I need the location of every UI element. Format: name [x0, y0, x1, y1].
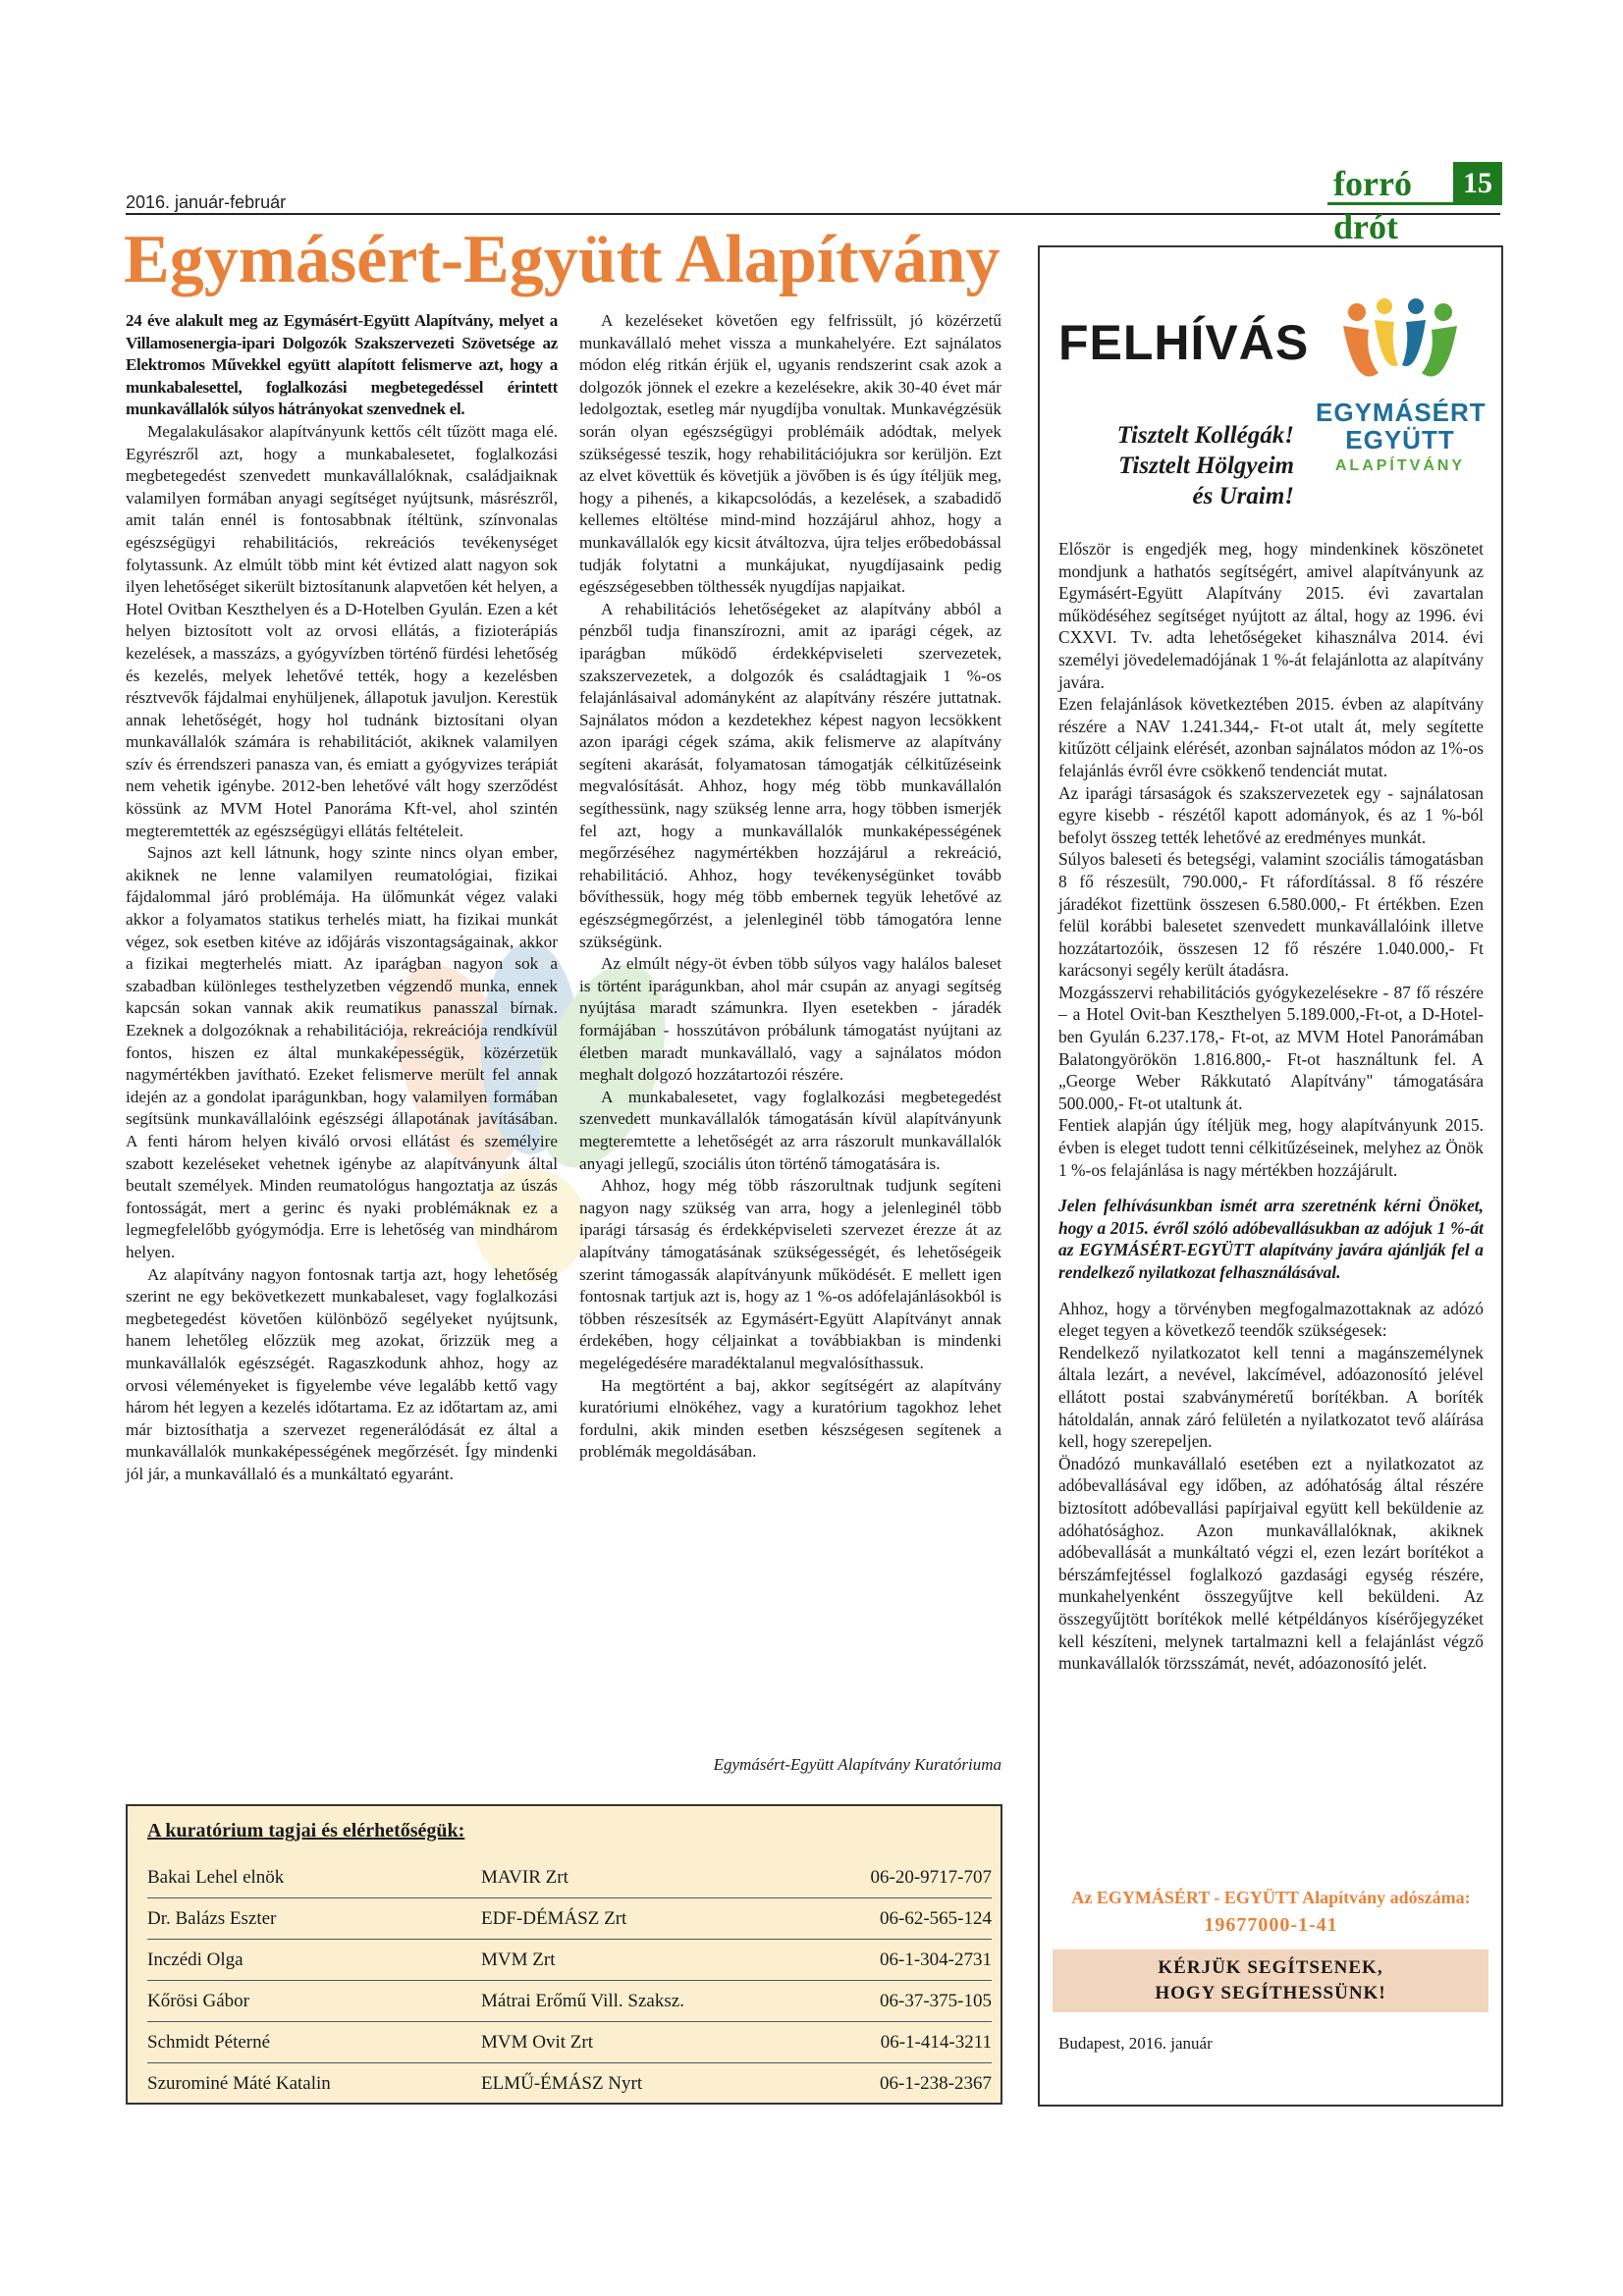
masthead	[1327, 162, 1502, 246]
logo-line2: EGYÜTT	[1345, 425, 1455, 454]
header-rule	[126, 213, 1500, 215]
appeal-paragraph: Fentiek alapján úgy ítéljük meg, hogy alapítványunk 2015. évben is eleget tudott tenni célkitűzéseinek, melyhez az Önök 1 %-os felajánlása is nagy mértékben hozzájárult.	[1058, 1115, 1484, 1180]
appeal-paragraph: Az iparági társaságok és szakszervezetek egy - sajnálatosan egyre kisebb - részétől kapott adományok, és az 1 %-ból befolyt összeg tették lehetővé az eredményes munkát.	[1058, 782, 1484, 847]
table-row	[147, 1898, 992, 1940]
tax-number: 19677000-1-41	[1204, 1914, 1338, 1936]
table-row	[147, 2022, 992, 2063]
appeal-emphasis: Jelen felhívásunkban ismét arra szeretnénk kérni Önöket, hogy a 2015. évről szóló adóbevallásukban az adójuk 1 %-át az EGYMÁSÉRT-EGYÜTT alapítvány javára ajánlják fel a rendelkező nyilatkozat felhasználásával.	[1058, 1196, 1484, 1282]
member-name: Dr. Balázs Eszter	[147, 1898, 481, 1940]
member-phone: 06-1-238-2367	[830, 2063, 992, 2105]
article-paragraph: Ahhoz, hogy még több rászorultnak tudjunk segíteni nagyon nagy szükség van arra, hogy a jelenleginél több iparági társaság és érdekképviseleti szervezet érezze át az alapítvány támogatásának szükségességét, és lehetőségeik szerint támogassák alapítványunk működését. E mellett igen fontosnak tartjuk azt is, hogy az 1 %-os adófelajánlásokból is többen részesítsék az Egymásért-Együtt Alapítványt annak érdekében, hogy céljainkat a továbbiakban is mindenki megelégedésére maradéktalanul megvalósíthassuk.	[579, 1176, 1001, 1372]
member-org: MAVIR Zrt	[481, 1866, 568, 1888]
foundation-logo	[1316, 296, 1485, 505]
article-paragraph: Az alapítvány nagyon fontosnak tartja azt, hogy lehetőség szerint ne egy bekövetkezett munkabaleset, vagy foglalkozási megbetegedést követően különböző segélyeket nyújtsunk, hanem lehetőleg előzzük meg azokat, őrizzük meg a munkavállalók egészségét. Ragaszkodunk ahhoz, hogy az orvosi véleményeket is figyelembe véve legalább kettő vagy három hét legyen a kezelés időtartama. Ez az időtartam az, ami már biztosíthatja a szervezet regenerálódását ez által a munkavállalók munkaképességének megőrzését. Így mindenki jól jár, a munkavállaló és a munkáltató egyaránt.	[126, 1264, 558, 1483]
table-row	[147, 1981, 992, 2022]
article-paragraph: Ha megtörtént a baj, akkor segítségért az alapítvány kuratóriumi elnökéhez, vagy a kuratórium tagokhoz lehet fordulni, akik minden esetben készségesen segítenek a problémák megoldásában.	[579, 1375, 1001, 1462]
masthead-name: forró drót	[1327, 162, 1453, 205]
article-column-2	[579, 310, 1001, 1464]
tax-number-label: Az EGYMÁSÉRT - EGYÜTT Alapítvány adószáma:	[1071, 1888, 1471, 1907]
appeal-paragraph: Önadózó munkavállaló esetében ezt a nyilatkozatot az adóbevallásával egy időben, az adóhatóság által részére biztosított adóbevallási papírjaival együtt kell beküldenie az adóhatósághoz. Azon munkavállalóknak, akiknek adóbevallását a munkáltató végzi el, ezen lezárt borítékot a bérszámfejtéssel foglalkozó gazdasági egység részére, munkahelyenként összegyűjtve kell beküldeni. Az összegyűjtött borítékok mellé kétpéldányos kísérőjegyzéket kell készíteni, melynek tartalmazni kell a felajánlást végző munkavállalók törzsszámát, nevét, adóazonosító jelét.	[1058, 1453, 1484, 1674]
article-paragraph: A munkabalesetet, vagy foglalkozási megbetegedést szenvedett munkavállalók támogatásán kívül alapítványunk megteremtette a lehetőségét az arra rászorult munkavállalók anyagi jellegű, szociális úton történő támogatására is.	[579, 1087, 1001, 1173]
appeal-paragraph: Rendelkező nyilatkozatot kell tenni a magánszemélynek általa lezárt, a nevével, lakcímével, adóazonosító jelével ellátott postai szabványméretű borítékban. A boríték hátoldalán, annak záró felületén a nyilatkozatot tevő aláírása kell, hogy szerepeljen.	[1058, 1342, 1484, 1452]
article-paragraph: Az elmúlt négy-öt évben több súlyos vagy halálos baleset is történt iparágunkban, ahol már csupán az anyagi segítség nyújtása maradt számunkra. Ilyen esetekben - járadék formájában - hosszútávon próbálunk támogatást nyújtani az életben maradt munkavállaló, vagy a sajnálatos módon meghalt dolgozó hozzátartozói részére.	[579, 954, 1001, 1085]
appeal-greeting	[1058, 420, 1294, 511]
member-name: Kőrösi Gábor	[147, 1981, 481, 2022]
member-org: EDF-DÉMÁSZ Zrt	[481, 1898, 830, 1940]
member-phone: 06-62-565-124	[830, 1898, 992, 1940]
plea-line: HOGY SEGÍTHESSÜNK!	[1155, 1983, 1386, 2003]
appeal-text	[1058, 538, 1484, 1675]
member-name: Bakai Lehel elnök	[147, 1866, 285, 1888]
people-icon	[1335, 296, 1465, 395]
logo-line1: EGYMÁSÉRT	[1316, 398, 1487, 427]
greeting-line: és Uraim!	[1192, 483, 1294, 509]
member-org: MVM Ovit Zrt	[481, 2022, 830, 2063]
issue-date: 2016. január-február	[126, 192, 287, 212]
member-phone: 06-1-304-2731	[830, 1940, 992, 1981]
member-name: Inczédi Olga	[147, 1940, 481, 1981]
appeal-paragraph: Ahhoz, hogy a törvényben megfogalmazottaknak az adózó eleget tegyen a következő teendők szükségesek:	[1058, 1298, 1484, 1341]
member-org: Mátrai Erőmű Vill. Szaksz.	[481, 1981, 830, 2022]
greeting-line: Tisztelt Kollégák!	[1116, 422, 1294, 449]
table-row	[147, 1940, 992, 1981]
plea-banner	[1053, 1949, 1488, 2012]
member-name: Schmidt Péterné	[147, 2022, 481, 2063]
member-phone: 06-1-414-3211	[830, 2022, 992, 2063]
article-signature: Egymásért-Együtt Alapítvány Kuratóriuma	[713, 1755, 1001, 1774]
appeal-paragraph: Mozgásszervi rehabilitációs gyógykezelésekre - 87 fő részére – a Hotel Ovit-ban Keszthelyen 5.189.000,-Ft-ot, a D-Hotel-ben Gyulán 6.237.178,- Ft-ot, az MVM Hotel Panorámában Balatongyörökön 1.816.800,- Ft-ot használtunk fel. A „George Weber Rákkutató Alapítvány" támogatására 500.000,- Ft-ot utaltunk át.	[1058, 982, 1484, 1113]
article-title: Egymásért-Együtt Alapítvány	[124, 222, 1001, 297]
page-number: 15	[1453, 162, 1502, 205]
logo-line3: ALAPÍTVÁNY	[1334, 457, 1466, 474]
article-paragraph: A kezeléseket követően egy felfrissült, jó közérzetű munkavállaló mehet vissza a munkahelyére. Ezt sajnálatos módon elég ritkán érjük el, ugyanis rendszerint csak azok a dolgozók jönnek el ezekre a kezelésekre, akik 30-40 évet már ledolgoztak, esetleg már nyugdíjba vonultak. Munkavégzésük során olyan egészségügyi problémáik adódtak, melyek szükségessé teszik, hogy rehabilitációjukra sor kerüljön. Ezt az elvet követtük és követjük a jövőben is és úgy ítéljük meg, hogy a pihenés, a kikapcsolódás, a kezelések, a szabadidő kellemes eltöltése mind-mind hozzájárul ahhoz, hogy a munkavállalók egy kicsit átváltozva, újra teljes erőbedobással tudják folytatni a munkájukat, nyugdíjasaink pedig egészségesebben tölthessék nyugdíjas napjaikat.	[579, 311, 1001, 597]
article-paragraph: Megalakulásakor alapítványunk kettős célt tűzött maga elé. Egyrészről azt, hogy a munkabalesetet, foglalkozási megbetegedést szenvedett munkavállalóknak, családjaiknak valamilyen formában anyagi segítséget nyújtsunk, másrészről, amit talán ennél is fontosabbnak ítéltünk, színvonalas egészségügyi rehabilitációs, rekreációs tevékenységet folytassunk. Az elmúlt több mint két évtized alatt nagyon sok ilyen lehetőséget sikerült biztosítanunk alapvetően két helyen, a Hotel Ovitban Keszthelyen és a D-Hotelben Gyulán. Ezen a két helyen biztosított volt az orvosi ellátás, a fizioterápiás kezelések, a masszázs, a gyógyvízben történő fürdési lehetőség és kezelés, melyek lehetővé tették, hogy a kezelésben résztvevők fájdalmai enyhüljenek, állapotuk javuljon. Kerestük annak lehetőségét, hogy hol tudnánk biztosítani olyan munkavállalók számára is rehabilitációt, akiknek valamilyen szív és érrendszeri panasza van, és emiatt a gyógyvizes terápiát nem vehetik igénybe. 2012-ben lehetővé vált hogy szerződést kössünk az MVM Hotel Panoráma Kft-vel, ahol szintén megteremtették az egészségügyi ellátás feltételeit.	[126, 421, 558, 840]
member-name: Szurominé Máté Katalin	[147, 2063, 481, 2105]
appeal-heading: FELHÍVÁS	[1058, 315, 1310, 370]
member-org: ELMŰ-ÉMÁSZ Nyrt	[481, 2063, 830, 2105]
article-column-1	[126, 310, 558, 1485]
table-row	[147, 2063, 992, 2105]
appeal-paragraph: Először is engedjék meg, hogy mindenkinek köszönetet mondjunk a hathatós segítségért, amivel alapítványunk az Egymásért-Együtt Alapítvány 2015. évi zavartalan működéséhez segítséget nyújtott az által, hogy az 1996. évi CXXVI. Tv. adta lehetőségeket kihasználva 2014. évi személyi jövedelemadójának 1 %-át felajánlotta az alapítvány javára.	[1058, 539, 1484, 692]
member-org: MVM Zrt	[481, 1940, 830, 1981]
member-phone: 06-37-375-105	[830, 1981, 992, 2022]
article-paragraph: Sajnos azt kell látnunk, hogy szinte nincs olyan ember, akiknek ne lenne valamilyen reumatológiai, fizikai fájdalommal járó problémája. Ha ülőmunkát végez valaki akkor a folyamatos statikus terhelés miatt, ha fizikai munkát végez, sok esetben kitéve az időjárás viszontagságainak, akkor a fizikai megterhelés miatt. Az iparágban nagyon sok a szabadban különleges testhelyzetben végzendő munka, ennek kapcsán sokan vannak akik reumatikus panasszal bírnak. Ezeknek a dolgozóknak a rehabilitációja, rekreációja rendkívül fontos, hiszen ez által munkaképességük, közérzetük nagymértékben javítható. Ezeket felismerve merült fel annak idején az a gondolat iparágunkban, hogy valamilyen formában segítsünk munkavállalóink egészségi állapotának javításában. A fenti három helyen kiváló orvosi ellátást és személyire szabott kezeléseket vehetnek igénybe az alapítványunk által beutalt személyek. Minden reumatológus hangoztatja az úszás fontosságát, mert a gerinc és nyaki problémáknak ez a legmegfelelőbb gyógymódja. Erre is lehetőség van mindhárom helyen.	[126, 843, 558, 1261]
plea-line: KÉRJÜK SEGÍTSENEK,	[1158, 1957, 1383, 1978]
board-table	[147, 1857, 992, 2104]
place-date: Budapest, 2016. január	[1058, 2034, 1213, 2053]
board-members-box	[126, 1804, 1002, 2105]
greeting-line: Tisztelt Hölgyeim	[1118, 453, 1294, 479]
article-lead: 24 éve alakult meg az Egymásért-Együtt Alapítvány, melyet a Villamosenergia-ipari Dolgozók Szakszervezeti Szövetsége az Elektromos Művekkel együtt alapított felismerve azt, hogy a munkabalesettel, foglalkozási megbetegedéssel érintett munkavállalók súlyos hátrányokat szenvednek el.	[126, 311, 558, 419]
board-heading: A kuratórium tagjai és elérhetőségük:	[147, 1820, 465, 1842]
article-paragraph: A rehabilitációs lehetőségeket az alapítvány abból a pénzből tudja finanszírozni, amit az iparági cégek, az iparágban működő érdekképviseleti szervezetek, szakszervezetek, a dolgozók és családtagjaik 1 %-os felajánlásaival adományként az alapítvány részére juttatnak. Sajnálatos módon a kezdetekhez képest nagyon lecsökkent azon iparági cégek száma, akik felismerve az alapítvány segíteni akarását, folyamatosan támogatják célkitűzéseink megvalósítását. Ahhoz, hogy még több munkavállalón segíthessünk, nagy szükség lenne arra, hogy többen ismerjék fel azt, hogy a munkavállalók munkaképességének megőrzéséhez nagymértékben hozzájárul a rekreáció, rehabilitáció. Ahhoz, hogy tevékenységünket tovább bővíthessük, hogy még több embernek tegyük lehetővé az egészségmegőrzést, a jelenleginél több támogatóra lenne szükségünk.	[579, 599, 1001, 951]
appeal-paragraph: Ezen felajánlások következtében 2015. évben az alapítvány részére a NAV 1.241.344,- Ft-ot utalt át, mely segítette kitűzött céljaink elérését, azonban sajnálatos módon az 1%-os felajánlás évről évre csökkenő tendenciát mutat.	[1058, 694, 1484, 780]
table-row	[147, 1857, 992, 1898]
appeal-paragraph: Súlyos baleseti és betegségi, valamint szociális támogatásban 8 fő részesült, 790.000,- Ft ráfordítással. 8 fő részére járadékot fizettünk összesen 6.580.000,- Ft értékben. Ezen felül korábbi balesetet szenvedett munkavállalóink illetve hozzátartozóik, összesen 12 fő részére 1.040.000,- Ft karácsonyi segély került átadásra.	[1058, 849, 1484, 981]
member-phone: 06-20-9717-707	[870, 1866, 992, 1888]
